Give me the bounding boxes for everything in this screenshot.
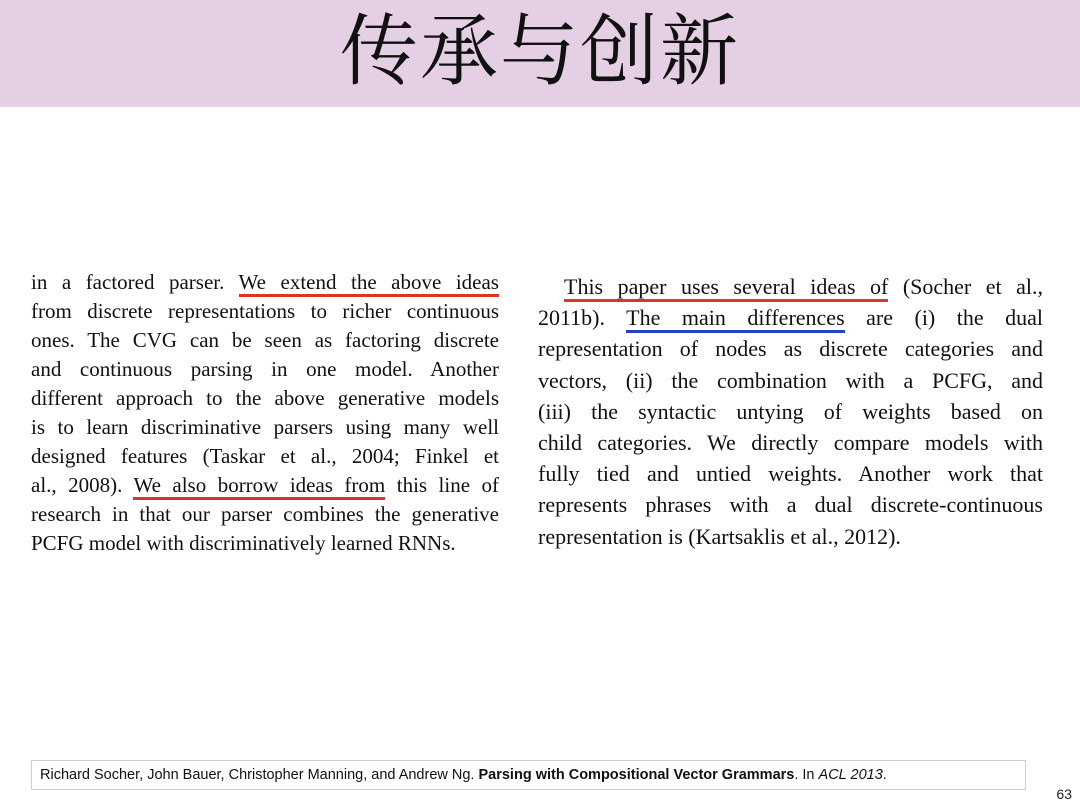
text-line: representation of nodes as discrete categories and [538, 336, 1043, 362]
citation-venue: ACL 2013 [818, 767, 883, 783]
page-number: 63 [1056, 786, 1072, 802]
text-line: from discrete representations to richer continuous [31, 299, 499, 323]
slide-title: 传承与创新 [339, 7, 740, 97]
text-line: and continuous parsing in one model. Another [31, 357, 499, 381]
text-line: fully tied and untied weights. Another work that [538, 461, 1043, 487]
citation-in: . In [794, 767, 815, 783]
text-line: representation is (Kartsaklis et al., 2012). [538, 523, 901, 549]
text-segment: (Socher et al., [902, 274, 1044, 299]
text-line: represents phrases with a dual discrete-continuous [538, 492, 1043, 518]
text-line: designed features (Taskar et al., 2004; Finkel et [31, 444, 499, 468]
title-band [0, 0, 1080, 107]
text-segment: this line of [396, 473, 499, 497]
citation-end: . [882, 767, 887, 783]
citation-paper-title: Parsing with Compositional Vector Grammars [478, 767, 795, 783]
text-line: vectors, (ii) the combination with a PCFG, and [538, 367, 1043, 393]
text-line: (iii) the syntactic untying of weights based on [538, 398, 1043, 424]
citation-box [31, 760, 1026, 790]
text-line [31, 268, 499, 297]
citation-authors: Richard Socher, John Bauer, Christopher Manning, and Andrew Ng. [40, 767, 475, 783]
red-underlined-phrase: This paper uses several ideas of [564, 274, 888, 302]
text-line: PCFG model with discriminatively learned RNNs. [31, 531, 456, 555]
blue-underlined-phrase: The main differences [626, 305, 845, 333]
text-line [31, 471, 499, 500]
text-line: is to learn discriminative parsers using many well [31, 415, 499, 439]
text-segment: in a factored parser. [31, 270, 225, 294]
left-text-column [31, 268, 499, 558]
text-line: ones. The CVG can be seen as factoring discrete [31, 328, 499, 352]
text-segment: al., 2008). [31, 473, 123, 497]
text-segment: 2011b). [538, 305, 606, 331]
red-underlined-phrase: We extend the above ideas [239, 270, 499, 297]
text-line: different approach to the above generative models [31, 386, 499, 410]
text-segment: are (i) the dual [866, 305, 1044, 331]
right-text-column [538, 271, 1043, 552]
red-underlined-phrase: We also borrow ideas from [133, 473, 385, 500]
text-line [538, 271, 1043, 302]
text-line: research in that our parser combines the generative [31, 502, 499, 526]
text-line: child categories. We directly compare models with [538, 430, 1043, 456]
text-line [538, 302, 1043, 333]
